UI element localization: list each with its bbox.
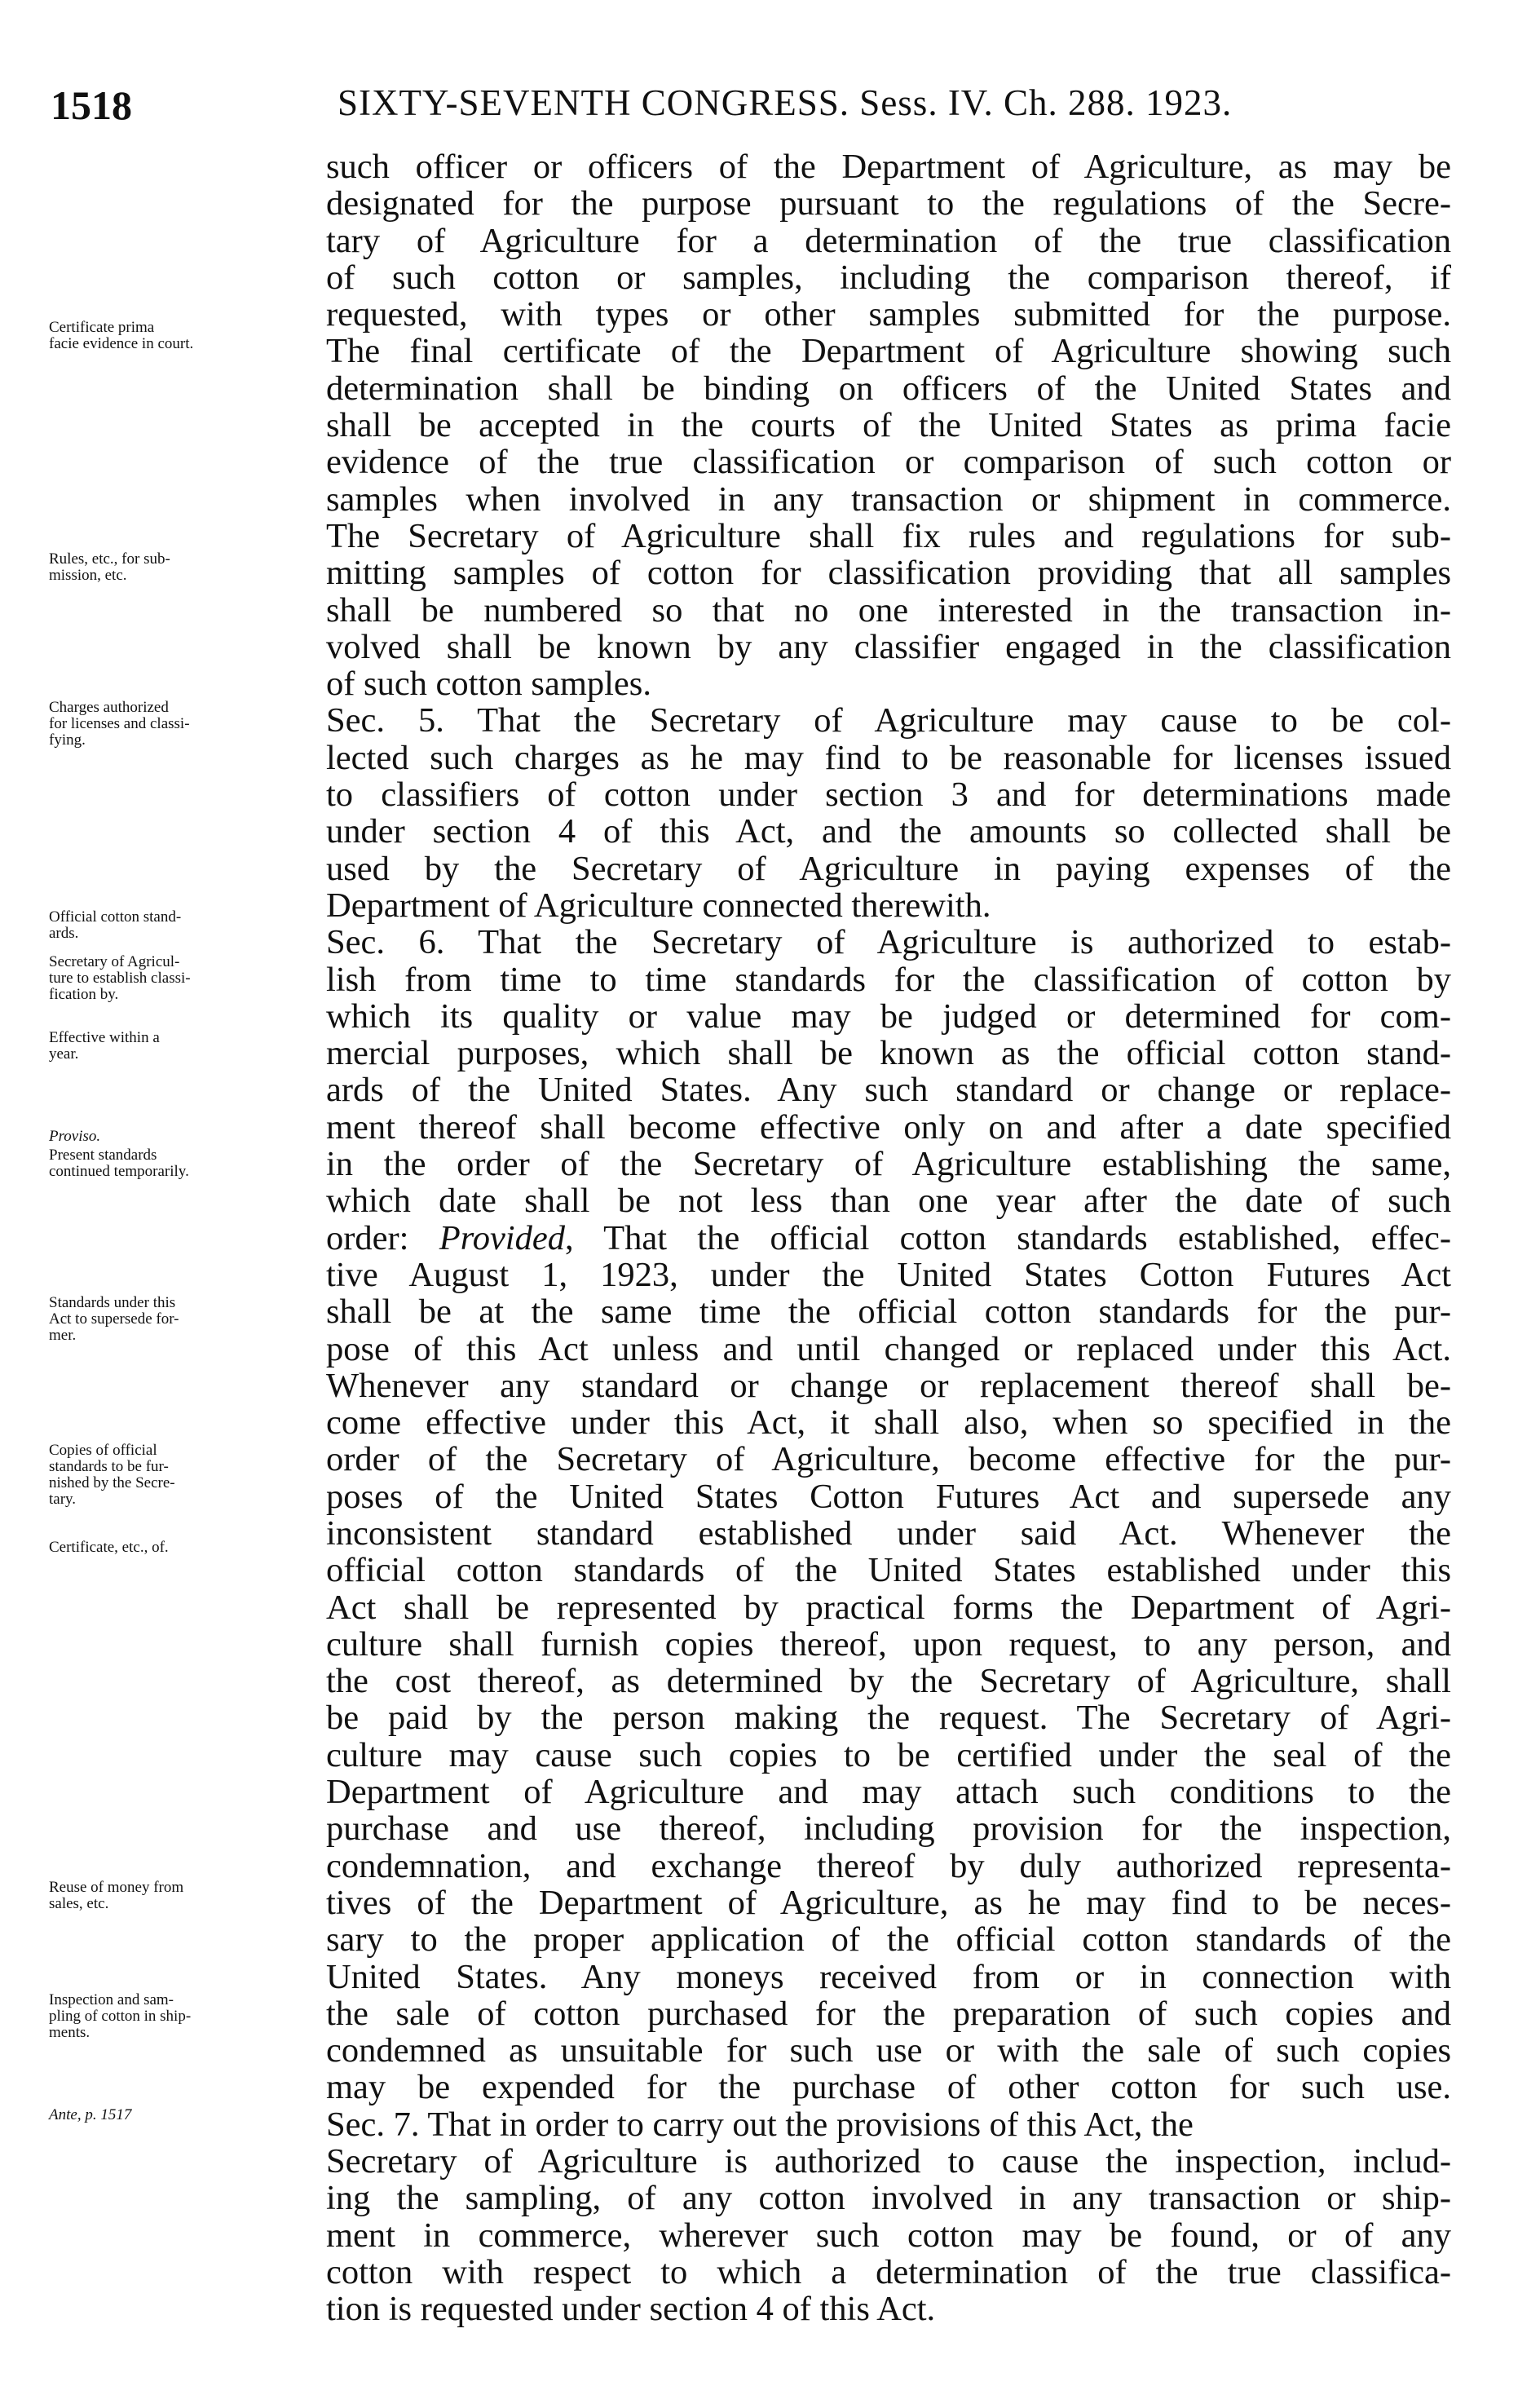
text-line: which its quality or value may be judged or determined for com- <box>326 997 1451 1036</box>
text-line: come effective under this Act, it shall also, when so specified in the <box>326 1404 1451 1442</box>
text-line: United States. Any moneys received from or in connection with <box>326 1958 1451 1995</box>
text-line: official cotton standards of the United States established under this <box>326 1552 1451 1589</box>
text-line: shall be numbered so that no one interested in the transaction in- <box>326 591 1451 629</box>
margin-note-line: sales, etc. <box>49 1895 109 1912</box>
margin-note-line: Present standards <box>49 1147 157 1164</box>
margin-note <box>49 954 310 1003</box>
margin-note-line: fying. <box>49 731 86 749</box>
text-line: such officer or officers of the Department of Agriculture, as may be <box>326 148 1451 186</box>
margin-note <box>49 1540 310 1556</box>
margin-note-line: Act to supersede for- <box>49 1310 179 1328</box>
margin-note <box>49 320 310 352</box>
text-line: may be expended for the purchase of other cotton for such use. <box>326 2069 1451 2106</box>
text-line: Secretary of Agriculture is authorized to cause the inspection, includ- <box>326 2143 1451 2181</box>
margin-note <box>49 909 310 942</box>
text-line: ment in commerce, wherever such cotton may be found, or of any <box>326 2216 1451 2254</box>
text-line: which date shall be not less than one year after the date of such <box>326 1182 1451 1220</box>
text-line: used by the Secretary of Agriculture in paying expenses of the <box>326 850 1451 887</box>
margin-note-line: Certificate, etc., of. <box>49 1539 169 1556</box>
text-line: the sale of cotton purchased for the preparation of such copies and <box>326 1995 1451 2033</box>
text-line: sary to the proper application of the official cotton standards of the <box>326 1921 1451 1959</box>
text-line: condemned as unsuitable for such use or with the sale of such copies <box>326 2032 1451 2070</box>
margin-note-line: Official cotton stand- <box>49 908 182 926</box>
margin-note-line: Proviso. <box>49 1128 101 1145</box>
margin-note <box>49 1443 310 1508</box>
running-head <box>51 82 1489 139</box>
margin-note-line: ards. <box>49 925 79 942</box>
margin-note-line: Certificate prima <box>49 319 155 336</box>
text-line: Whenever any standard or change or replacement thereof shall be- <box>326 1367 1451 1405</box>
text-line: of such cotton or samples, including the comparison thereof, if <box>326 258 1451 297</box>
text-line: tion is requested under section 4 of this Act. <box>326 2291 936 2328</box>
text-line: shall be accepted in the courts of the United States as prima facie <box>326 407 1451 444</box>
margin-note-line: Standards under this <box>49 1294 176 1311</box>
margin-note-line: Reuse of money from <box>49 1879 184 1896</box>
margin-note <box>49 1880 310 1912</box>
text-line: tive August 1, 1923, under the United States Cotton Futures Act <box>326 1256 1451 1294</box>
text-line: to classifiers of cotton under section 3 and for determinations made <box>326 776 1451 814</box>
margin-note-line: Rules, etc., for sub- <box>49 550 170 568</box>
margin-note-line: Charges authorized <box>49 699 169 716</box>
margin-note-line: standards to be fur- <box>49 1458 169 1475</box>
text-line: order of the Secretary of Agriculture, become effective for the pur- <box>326 1441 1451 1478</box>
text-line: Sec. 5. That the Secretary of Agriculture may cause to be col- <box>326 702 1451 740</box>
margin-note-line: Secretary of Agricul- <box>49 953 180 970</box>
text-line: The Secretary of Agriculture shall fix rules and regulations for sub- <box>326 517 1451 555</box>
text-line: poses of the United States Cotton Futures Act and supersede any <box>326 1478 1451 1515</box>
margin-note-line: facie evidence in court. <box>49 335 194 352</box>
text-line: volved shall be known by any classifier engaged in the classification <box>326 628 1451 666</box>
text-line: of such cotton samples. <box>326 665 651 703</box>
margin-note-line: Copies of official <box>49 1442 157 1459</box>
text-line: shall be at the same time the official cotton standards for the pur- <box>326 1293 1451 1331</box>
margin-note-line: mer. <box>49 1327 77 1344</box>
margin-note-line: Effective within a <box>49 1029 160 1046</box>
margin-note-line: Inspection and sam- <box>49 1991 174 2008</box>
margin-note <box>49 1129 310 1145</box>
text-line: order: Provided, That the official cotton standards established, effec- <box>326 1219 1451 1257</box>
text-line: determination shall be binding on officers of the United States and <box>326 369 1451 408</box>
page-number: 1518 <box>51 82 132 128</box>
text-line: ment thereof shall become effective only on and after a date specified <box>326 1108 1451 1147</box>
margin-note <box>49 1295 310 1344</box>
text-line: lected such charges as he may find to be reasonable for licenses issued <box>326 739 1451 777</box>
margin-note <box>49 1030 310 1063</box>
text-line: inconsistent standard established under said Act. Whenever the <box>326 1514 1451 1553</box>
margin-note-line: fication by. <box>49 986 119 1003</box>
margin-note-line: ture to establish classi- <box>49 970 191 987</box>
margin-note-line: nished by the Secre- <box>49 1474 175 1491</box>
text-line: evidence of the true classification or comparison of such cotton or <box>326 444 1451 481</box>
margin-note <box>49 1147 310 1180</box>
text-line: cotton with respect to which a determination of the true classifica- <box>326 2253 1451 2291</box>
text-line: mitting samples of cotton for classification providing that all samples <box>326 555 1451 592</box>
text-line: ing the sampling, of any cotton involved in any transaction or ship- <box>326 2180 1451 2217</box>
text-line: condemnation, and exchange thereof by duly authorized representa- <box>326 1847 1451 1884</box>
margin-note-line: pling of cotton in ship- <box>49 2008 192 2025</box>
text-line: designated for the purpose pursuant to the regulations of the Secre- <box>326 185 1451 223</box>
margin-note-line: tary. <box>49 1491 77 1508</box>
text-line: The final certificate of the Department of Agriculture showing such <box>326 333 1451 370</box>
statute-text <box>326 148 1451 2328</box>
text-line: samples when involved in any transaction or shipment in commerce. <box>326 480 1451 518</box>
text-line: pose of this Act unless and until changed or replaced under this Act. <box>326 1330 1451 1368</box>
text-line: Department of Agriculture connected therewith. <box>326 886 991 925</box>
text-line: under section 4 of this Act, and the amounts so collected shall be <box>326 813 1451 851</box>
text-line: Sec. 7. That in order to carry out the provisions of this Act, the <box>326 2105 1194 2144</box>
text-line: tives of the Department of Agriculture, as he may find to be neces- <box>326 1884 1451 1922</box>
text-line: in the order of the Secretary of Agriculture establishing the same, <box>326 1146 1451 1183</box>
text-line: be paid by the person making the request. The Secretary of Agri- <box>326 1699 1451 1737</box>
margin-note-line: ments. <box>49 2024 90 2041</box>
margin-note <box>49 1992 310 2041</box>
margin-note-line: Ante, p. 1517 <box>49 2106 132 2123</box>
margin-note <box>49 551 310 584</box>
margin-note-line: mission, etc. <box>49 567 127 584</box>
margin-note <box>49 700 310 749</box>
margin-note-line: year. <box>49 1045 79 1063</box>
text-line: culture may cause such copies to be certified under the seal of the <box>326 1736 1451 1774</box>
text-line: lish from time to time standards for the classification of cotton by <box>326 961 1451 998</box>
text-line: tary of Agriculture for a determination of the true classification <box>326 222 1451 259</box>
text-line: requested, with types or other samples submitted for the purpose. <box>326 296 1451 334</box>
running-title: SIXTY-SEVENTH CONGRESS. Sess. IV. Ch. 288. 1923. <box>338 82 1233 123</box>
text-line: culture shall furnish copies thereof, upon request, to any person, and <box>326 1625 1451 1664</box>
margin-note <box>49 2107 310 2123</box>
text-line: Act shall be represented by practical forms the Department of Agri- <box>326 1588 1451 1626</box>
text-line: mercial purposes, which shall be known as the official cotton stand- <box>326 1035 1451 1072</box>
text-line: purchase and use thereof, including provision for the inspection, <box>326 1810 1451 1848</box>
margin-note-line: continued temporarily. <box>49 1163 189 1180</box>
margin-note-line: for licenses and classi- <box>49 715 190 732</box>
text-line: ards of the United States. Any such standard or change or replace- <box>326 1071 1451 1109</box>
text-line: Department of Agriculture and may attach such conditions to the <box>326 1774 1451 1811</box>
text-line: Sec. 6. That the Secretary of Agriculture is authorized to estab- <box>326 924 1451 961</box>
text-line: the cost thereof, as determined by the Secretary of Agriculture, shall <box>326 1663 1451 1700</box>
